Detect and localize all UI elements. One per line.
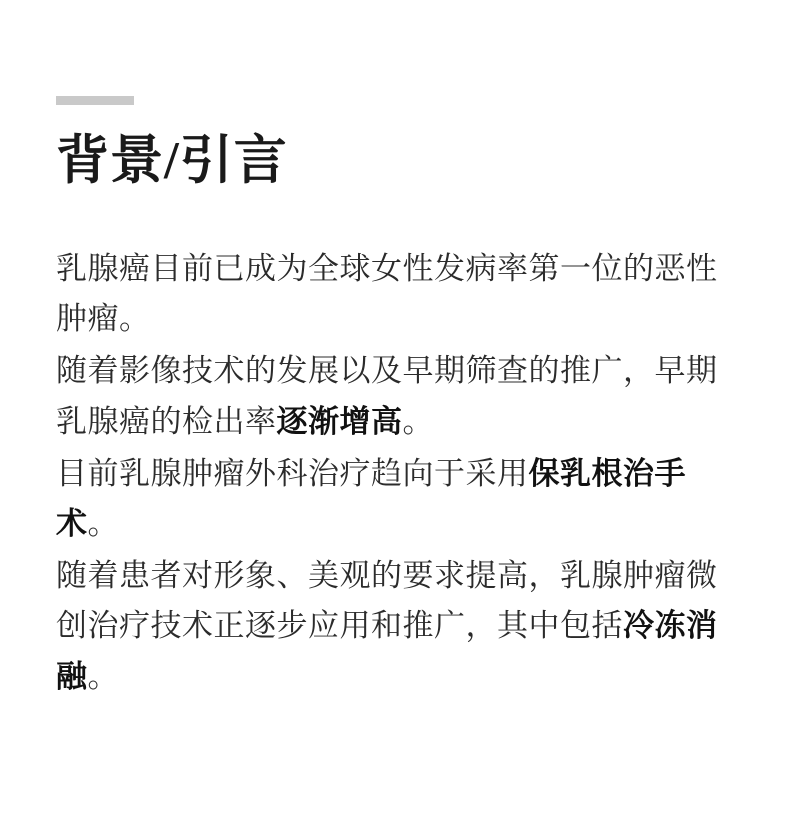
emphasis-text: 逐渐增高 — [276, 403, 403, 439]
title-accent-rule — [56, 96, 134, 105]
body-text: 。 — [402, 403, 434, 439]
paragraph — [56, 346, 744, 446]
body-text: 随着患者对形象、美观的要求提高，乳腺肿瘤微创治疗技术正逐步应用和推广，其中包括 — [56, 558, 718, 644]
paragraph — [56, 551, 744, 702]
page-title: 背景/引言 — [56, 132, 288, 190]
body-content — [56, 244, 744, 702]
paragraph — [56, 449, 744, 549]
emphasis-text: 冷冻消融 — [56, 608, 718, 694]
body-text: 随着影像技术的发展以及早期筛查的推广，早期乳腺癌的检出率 — [56, 353, 718, 439]
body-text: 目前乳腺肿瘤外科治疗趋向于采用 — [56, 455, 529, 491]
paragraph — [56, 244, 744, 344]
emphasis-text: 保乳根治手术 — [56, 455, 686, 542]
body-text: 乳腺癌目前已成为全球女性发病率第一位的恶性肿瘤。 — [56, 250, 718, 337]
body-text: 。 — [87, 658, 119, 694]
body-text: 。 — [87, 506, 119, 542]
